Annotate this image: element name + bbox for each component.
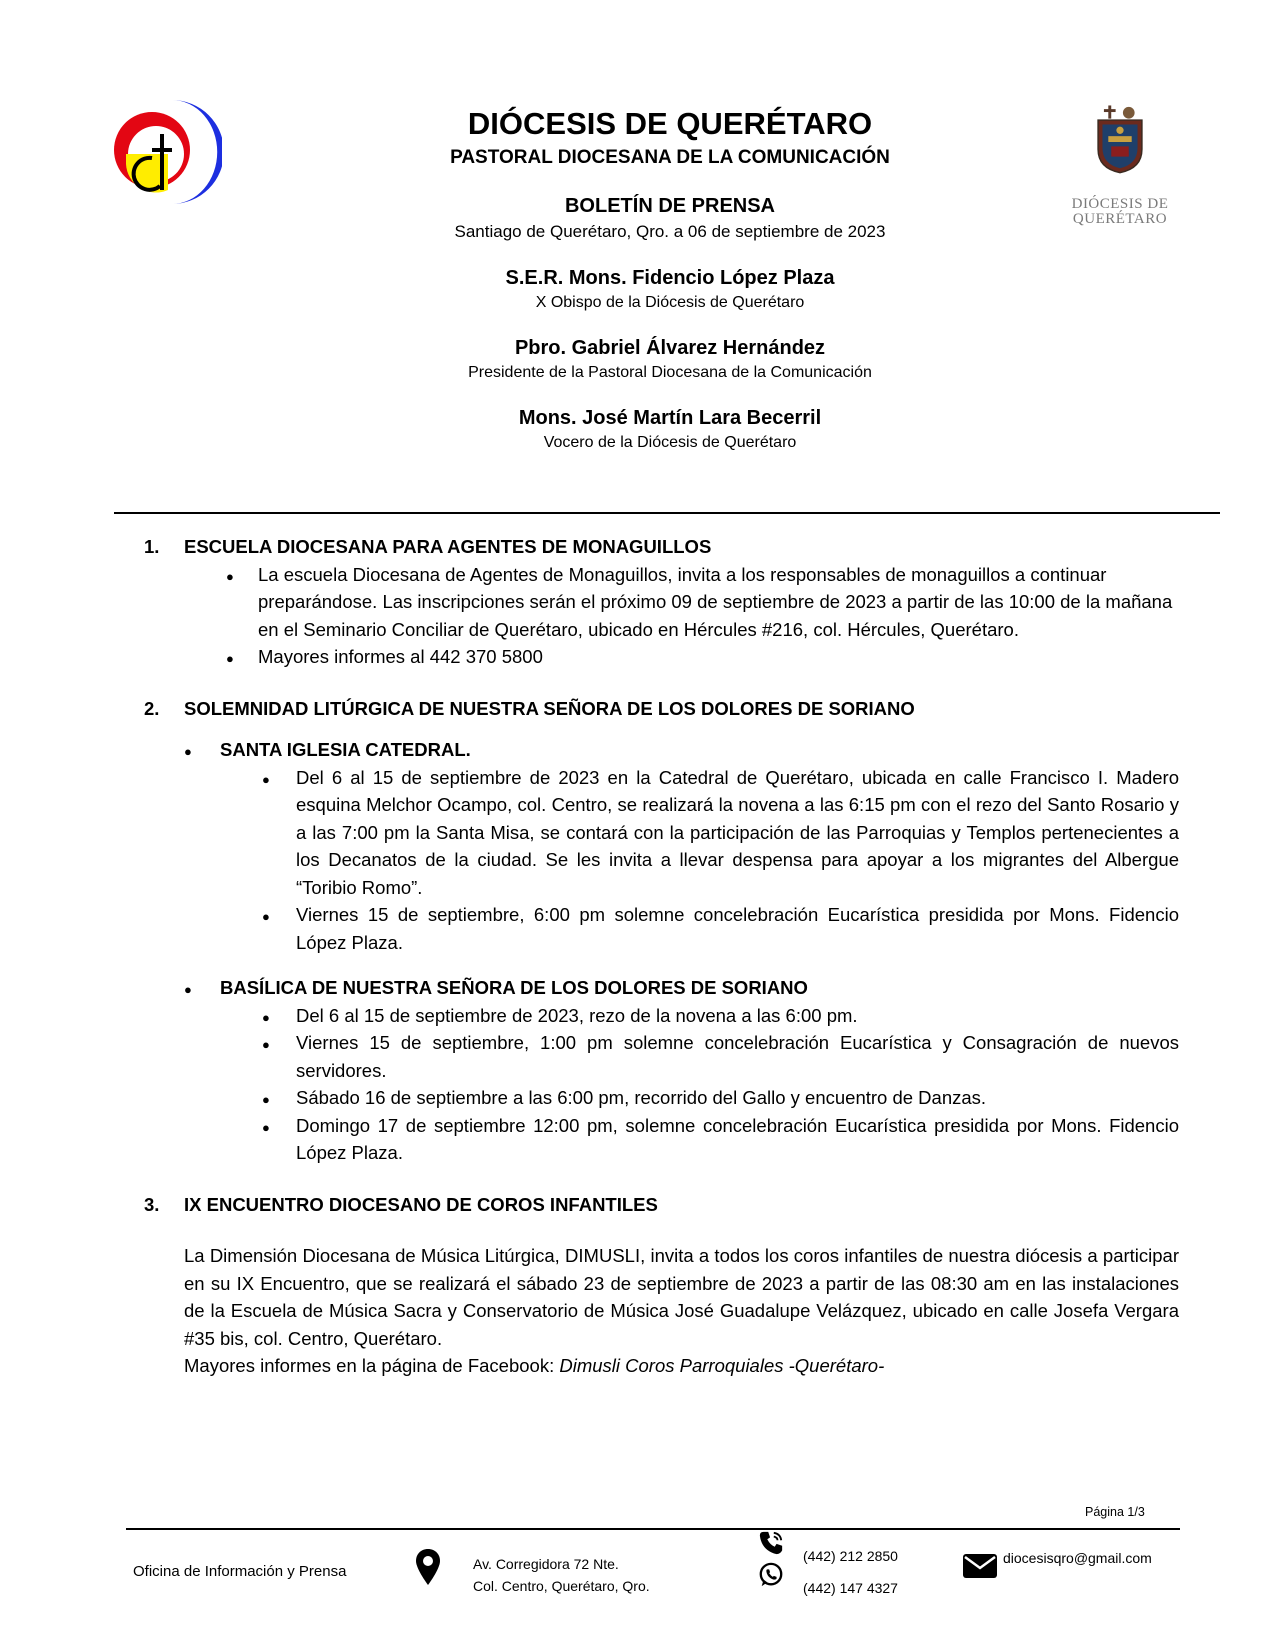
list-item-text: Sábado 16 de septiembre a las 6:00 pm, recorrido del Gallo y encuentro de Danzas.: [296, 1087, 987, 1108]
address-line: Col. Centro, Querétaro, Qro.: [473, 1578, 650, 1594]
person-role: X Obispo de la Diócesis de Querétaro: [535, 294, 805, 311]
list-item: [144, 1002, 1179, 1030]
bulletin-title: BOLETÍN DE PRENSA: [564, 195, 776, 217]
phone-number: (442) 212 2850: [803, 1548, 898, 1564]
section-title-text: SOLEMNIDAD LITÚRGICA DE NUESTRA SEÑORA DE LOS DOLORES DE SORIANO: [184, 697, 915, 719]
list-item-text: La escuela Diocesana de Agentes de Monaguillos, invita a los responsables de monaguillos a continuar preparándose. Las inscripciones serán el próximo 09 de septiembre de 2023 a partir de las 10:00 de la mañana en el Seminario Conciliar de Querétaro, ubicado en Hércules #216, col. Hércules, Querétaro.: [258, 563, 1173, 640]
bullet-list: [144, 1002, 1179, 1167]
bullet-icon: [262, 1029, 270, 1059]
bulletin-date: Santiago de Querétaro, Qro. a 06 de septiembre de 2023: [454, 222, 886, 241]
bullet-icon: [262, 901, 270, 931]
list-item: [144, 901, 1179, 956]
section-number: 2.: [144, 697, 160, 719]
section-1: [144, 533, 1179, 671]
office-name: Oficina de Información y Prensa: [133, 1563, 347, 1580]
bulletin-content: [144, 533, 1179, 1398]
bullet-icon: [262, 764, 270, 794]
diocese-coat-of-arms-icon: [1060, 104, 1180, 199]
subsection-title-text: SANTA IGLESIA CATEDRAL.: [220, 739, 471, 760]
info-prefix: Mayores informes en la página de Facebook:: [184, 1355, 560, 1376]
subsection-title: [144, 736, 1179, 764]
address-line: Av. Corregidora 72 Nte.: [473, 1556, 619, 1572]
whatsapp-number: (442) 147 4327: [803, 1580, 898, 1596]
office-address: [473, 1553, 650, 1597]
paragraph-text: La Dimensión Diocesana de Música Litúrgica, DIMUSLI, invita a todos los coros infantiles de nuestra diócesis a participar en su IX Encuentro, que se realizará el sábado 23 de septiembre de 2023 a partir de las 08:30 am en las instalaciones de la Escuela de Música Sacra y Conservatorio de Música José Guadalupe Velázquez, ubicado en calle Josefa Vergara #35 bis, col. Centro, Querétaro.: [184, 1245, 1179, 1349]
footer-divider: [126, 1528, 1180, 1530]
section-title: [144, 1191, 1179, 1219]
bullet-icon: [262, 1112, 270, 1142]
bullet-list: [144, 764, 1179, 957]
bullet-icon: [262, 1084, 270, 1114]
section-2: [144, 695, 1179, 1167]
list-item: [144, 1112, 1179, 1167]
list-item: [144, 643, 1179, 671]
phone-icon: [758, 1530, 784, 1556]
list-item-text: Viernes 15 de septiembre, 1:00 pm solemne concelebración Eucarística y Consagración de nuevos servidores.: [296, 1032, 1179, 1081]
person-name: S.E.R. Mons. Fidencio López Plaza: [505, 267, 835, 289]
list-item: [144, 1084, 1179, 1112]
page-number: Página 1/3: [1085, 1505, 1145, 1519]
subsection-title: [144, 974, 1179, 1002]
section-title: [144, 695, 1179, 723]
bullet-icon: [262, 1002, 270, 1032]
bulletin-header: [340, 104, 1000, 454]
section-title: [144, 533, 1179, 561]
diocese-logo-line1: DIÓCESIS DE: [1071, 196, 1169, 212]
section-paragraph: [144, 1242, 1179, 1380]
subsection-title-text: BASÍLICA DE NUESTRA SEÑORA DE LOS DOLORES DE SORIANO: [220, 977, 808, 998]
whatsapp-icon: [758, 1562, 784, 1588]
diocese-logo-text: [1060, 197, 1180, 227]
section-number: 1.: [144, 536, 160, 557]
list-item-text: Del 6 al 15 de septiembre de 2023 en la Catedral de Querétaro, ubicada en calle Francisco I. Madero esquina Melchor Ocampo, col. Centro, se realizará la novena a las 6:15 pm con el rezo del Santo Rosario y a las 7:00 pm la Santa Misa, se contará con la participación de las Parroquias y Templos pertenecientes a los Decanatos de la ciudad. Se les invita a llevar despensa para apoyar a los migrantes del Albergue “Toribio Romo”.: [296, 766, 1179, 898]
list-item: [144, 764, 1179, 902]
facebook-page-name: Dimusli Coros Parroquiales -Querétaro-: [559, 1355, 885, 1376]
diocese-title: DIÓCESIS DE QUERÉTARO: [467, 106, 873, 141]
person-name: Pbro. Gabriel Álvarez Hernández: [514, 337, 826, 359]
header-divider: [114, 512, 1220, 514]
list-item-text: Viernes 15 de septiembre, 6:00 pm solemne concelebración Eucarística presidida por Mons. Fidencio López Plaza.: [296, 904, 1179, 953]
email-icon: [963, 1554, 997, 1578]
bullet-icon: [226, 561, 234, 591]
list-item-text: Del 6 al 15 de septiembre de 2023, rezo de la novena a las 6:00 pm.: [296, 1004, 858, 1026]
list-item: [144, 561, 1179, 644]
pastoral-logo-icon: [112, 98, 222, 208]
section-number: 3.: [144, 1193, 160, 1215]
pastoral-subtitle: PASTORAL DIOCESANA DE LA COMUNICACIÓN: [450, 147, 890, 168]
office-phones: [803, 1540, 898, 1604]
section-title-text: IX ENCUENTRO DIOCESANO DE COROS INFANTILES: [184, 1193, 658, 1215]
list-item-text: Domingo 17 de septiembre 12:00 pm, solemne concelebración Eucarística presidida por Mons. Fidencio López Plaza.: [296, 1114, 1179, 1163]
person-role: Presidente de la Pastoral Diocesana de la Comunicación: [468, 364, 872, 381]
bullet-list: [144, 561, 1179, 671]
section-title-text: ESCUELA DIOCESANA PARA AGENTES DE MONAGUILLOS: [184, 536, 712, 557]
bullet-icon: [226, 643, 234, 673]
diocese-logo-line2: QUERÉTARO: [1072, 211, 1168, 227]
bullet-icon: [184, 736, 192, 766]
list-item: [144, 1029, 1179, 1084]
section-3: [144, 1191, 1179, 1380]
person-name: Mons. José Martín Lara Becerril: [518, 407, 822, 429]
person-role: Vocero de la Diócesis de Querétaro: [543, 434, 797, 451]
location-pin-icon: [416, 1548, 440, 1586]
office-email[interactable]: diocesisqro@gmail.com: [1003, 1550, 1152, 1566]
list-item-text: Mayores informes al 442 370 5800: [258, 646, 543, 667]
bullet-icon: [184, 974, 192, 1004]
